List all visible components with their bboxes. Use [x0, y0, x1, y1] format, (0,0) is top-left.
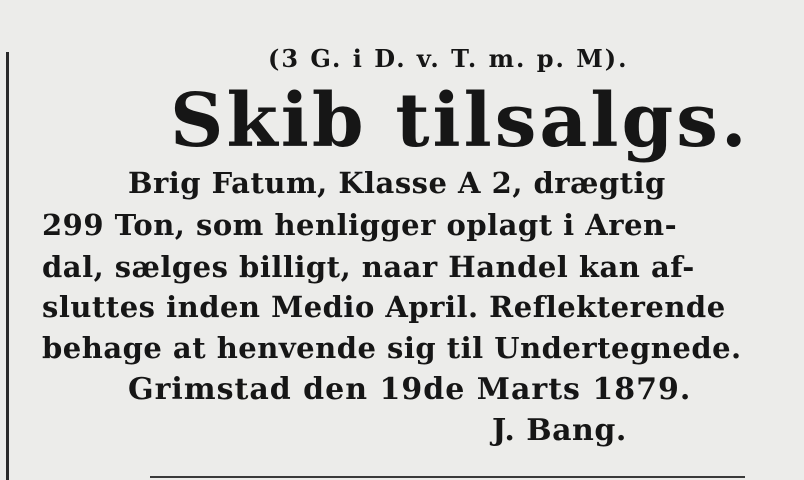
body-line-2: 299 Ton, som henligger oplagt i Aren-	[42, 208, 678, 242]
body-line-5: behage at henvende sig til Undertegnede.	[42, 331, 742, 365]
bottom-rule	[150, 476, 745, 478]
body-line-3: dal, sælges billigt, naar Handel kan af-	[42, 250, 695, 284]
left-column-rule	[6, 52, 9, 480]
advertisement-title: Skib tilsalgs.	[170, 78, 750, 164]
signature: J. Bang.	[492, 413, 627, 448]
body-line-4: sluttes inden Medio April. Reflekterende	[42, 290, 726, 324]
body-line-1: Brig Fatum, Klasse A 2, drægtig	[128, 166, 666, 200]
place-and-date: Grimstad den 19de Marts 1879.	[128, 372, 692, 407]
publication-note: (3 G. i D. v. T. m. p. M).	[268, 44, 629, 73]
